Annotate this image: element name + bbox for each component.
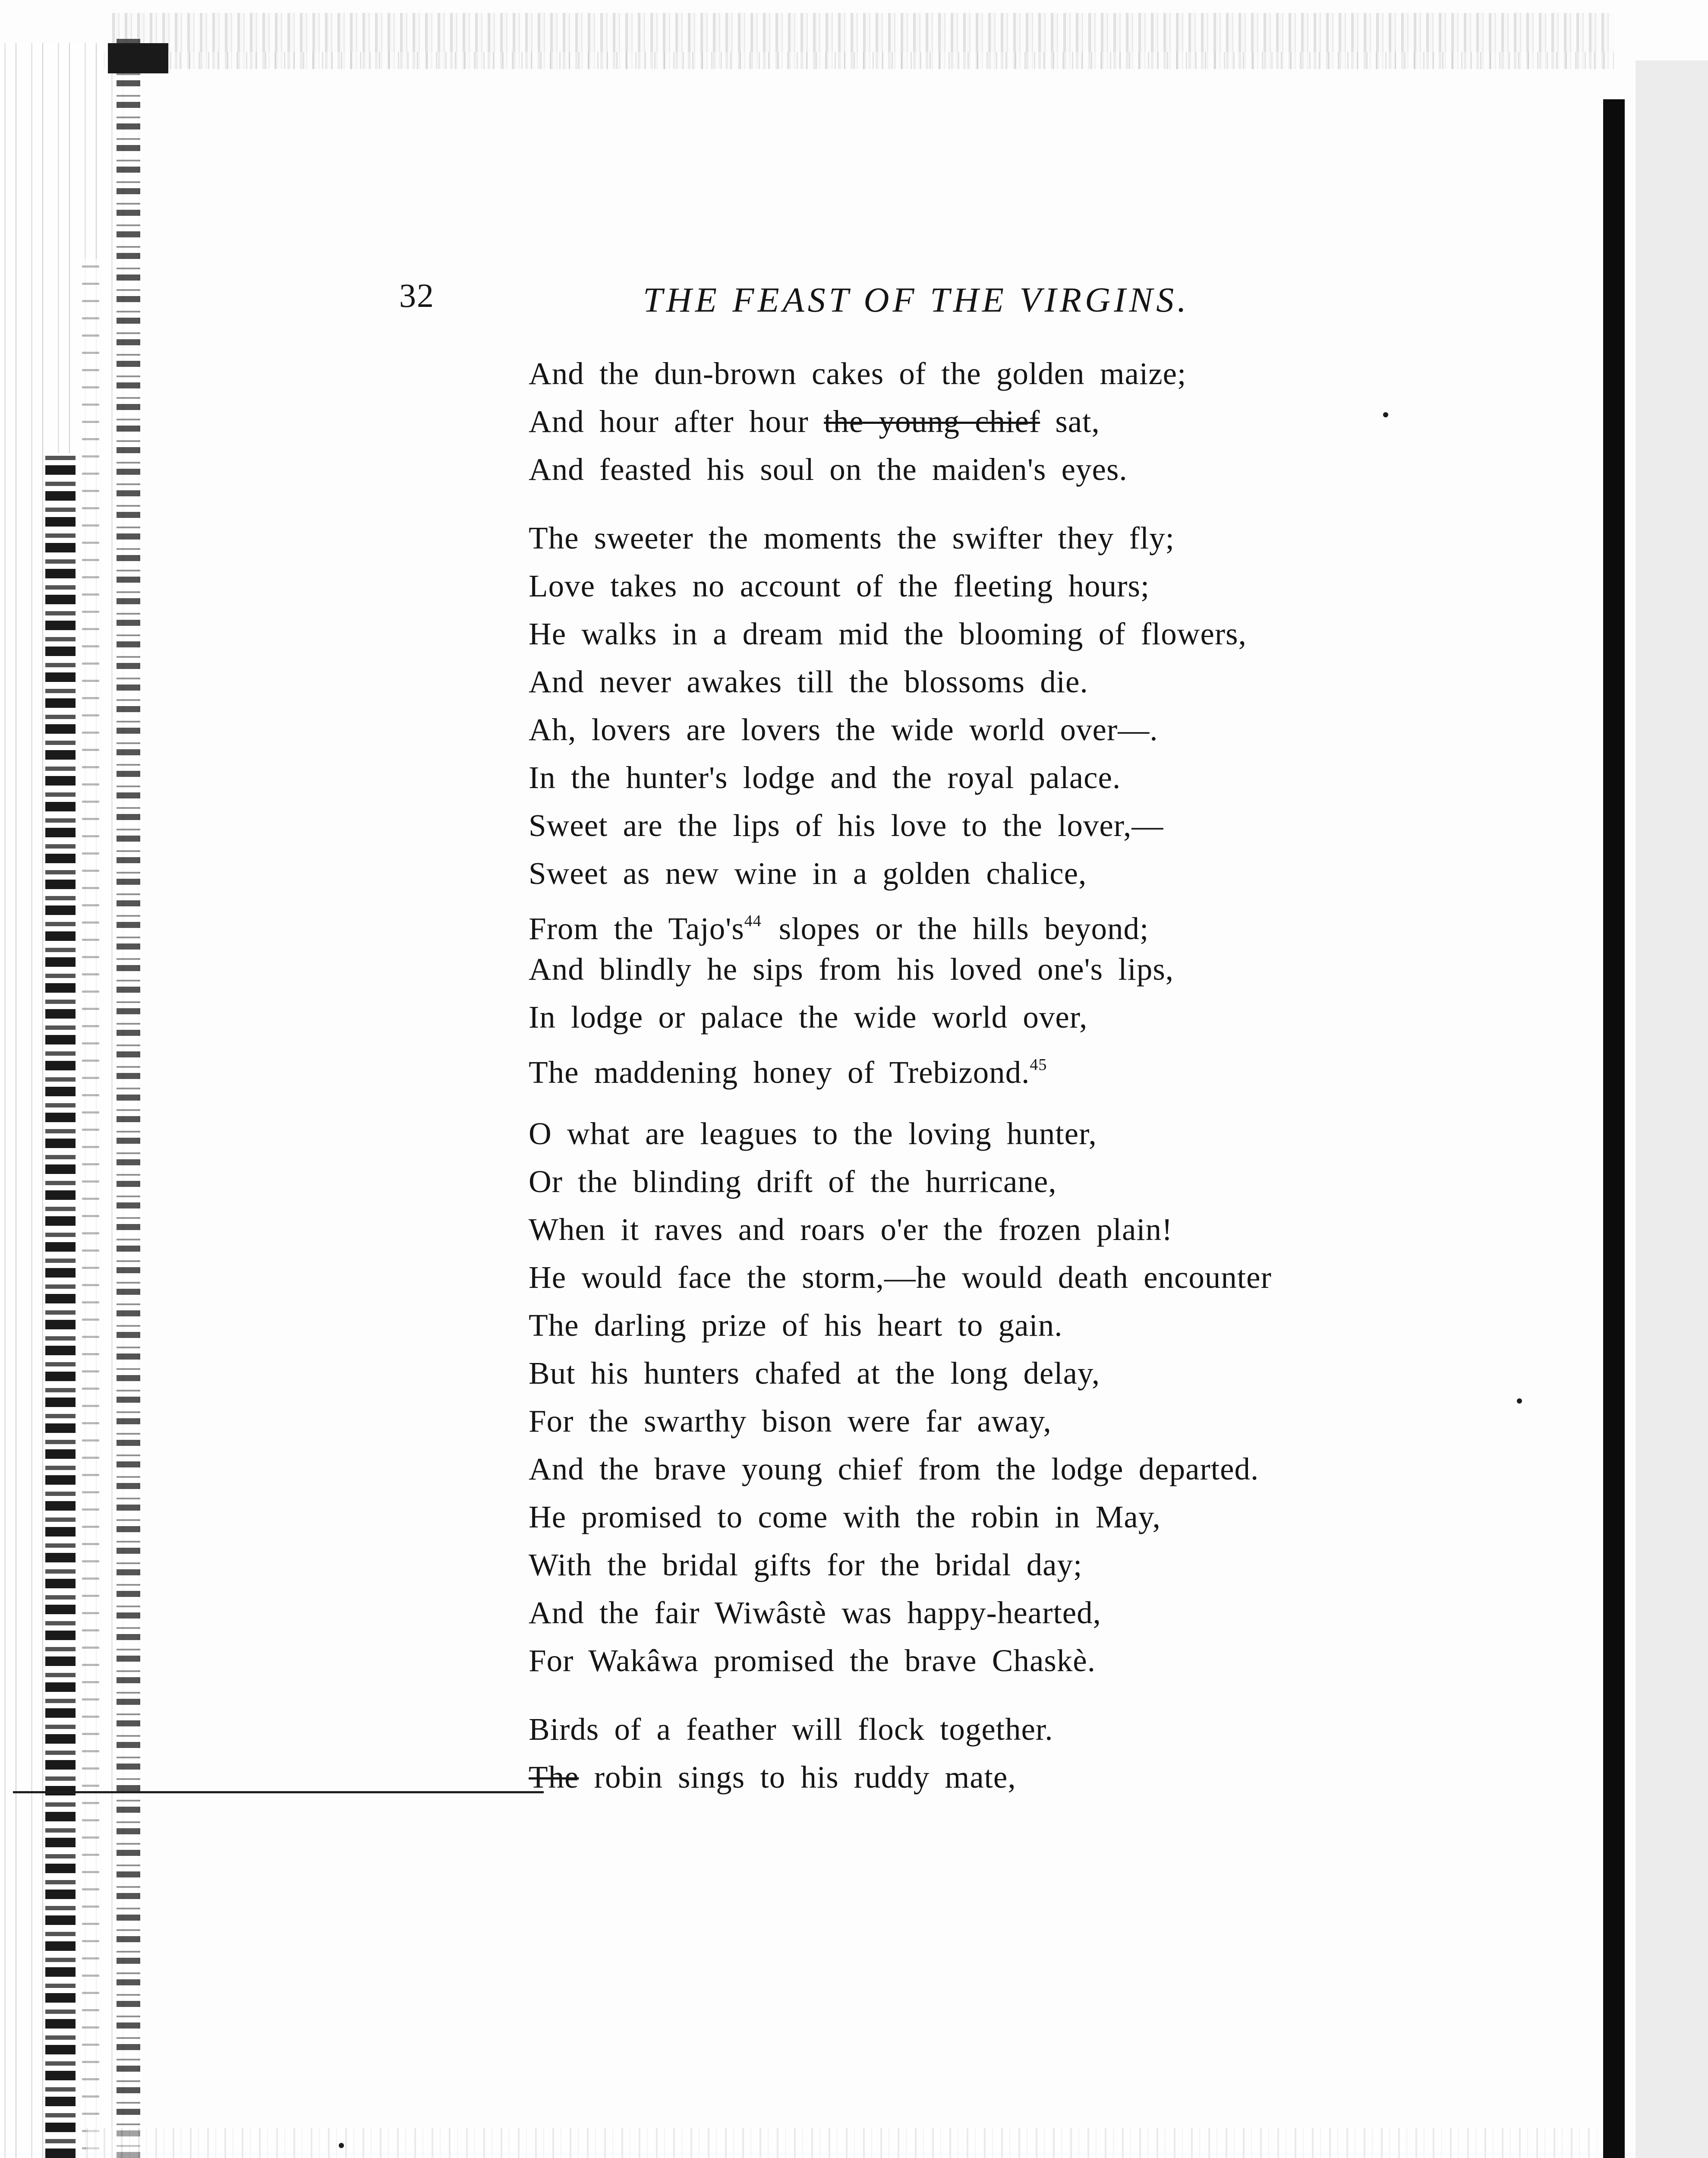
poem-line: And the dun-brown cakes of the golden maize;: [529, 356, 1187, 391]
scan-binding-streak: [82, 259, 99, 2158]
poem-line: He walks in a dream mid the blooming of flowers,: [529, 616, 1247, 651]
stanza: [529, 1110, 1586, 1685]
stanza: [529, 1705, 1586, 1801]
poem-line: For the swarthy bison were far away,: [529, 1404, 1052, 1439]
struck-text: the young chief: [824, 404, 1040, 439]
scan-edge-right: [1636, 60, 1708, 2158]
poem-line: He would face the storm,—he would death encounter: [529, 1260, 1272, 1295]
poem-line: And feasted his soul on the maiden's eyes.: [529, 452, 1128, 487]
poem-line: O what are leagues to the loving hunter,: [529, 1116, 1097, 1151]
scan-pen-stroke: [13, 1791, 544, 1793]
poem-line-with-footnote: [529, 1041, 1586, 1089]
line-text: robin sings to his ruddy mate,: [579, 1760, 1016, 1795]
footnote-marker: 44: [744, 912, 762, 930]
scan-corner-block: [108, 43, 168, 73]
poem-line-struck: [529, 1753, 1586, 1801]
struck-text: The: [529, 1760, 579, 1795]
poem-line: He promised to come with the robin in May,: [529, 1499, 1161, 1534]
stanza: [529, 514, 1586, 1089]
poem-line: And the brave young chief from the lodge departed.: [529, 1451, 1259, 1486]
line-text: slopes or the hills beyond;: [778, 911, 1149, 946]
running-title: THE FEAST OF THE VIRGINS.: [643, 280, 1190, 319]
line-text: sat,: [1040, 404, 1100, 439]
scan-edge-right-bar: [1603, 99, 1625, 2158]
scan-binding-bar-inner: [117, 39, 140, 2158]
line-text: And hour after hour: [529, 404, 824, 439]
stanza-gap: [529, 1089, 1586, 1110]
stanza-gap: [529, 493, 1586, 514]
stanza: [529, 350, 1586, 493]
poem-line: With the bridal gifts for the bridal day;: [529, 1547, 1083, 1582]
stanza-gap: [529, 1685, 1586, 1705]
poem-line: When it raves and roars o'er the frozen plain!: [529, 1212, 1173, 1247]
scan-binding-bar: [45, 453, 76, 2158]
poem-line-struck: [529, 398, 1586, 445]
poem-body: [529, 350, 1586, 1801]
speck: [339, 2143, 344, 2148]
poem-line: In the hunter's lodge and the royal palace.: [529, 760, 1121, 795]
page-number: 32: [399, 277, 435, 314]
line-text: From the Tajo's: [529, 911, 744, 946]
scan-noise-top-band: [104, 52, 1614, 69]
poem-line-with-footnote: [529, 897, 1586, 945]
poem-line: The sweeter the moments the swifter they fly;: [529, 521, 1175, 555]
poem-line: The darling prize of his heart to gain.: [529, 1308, 1063, 1343]
poem-line: And blindly he sips from his loved one's lips,: [529, 952, 1174, 987]
poem-line: Ah, lovers are lovers the wide world over—.: [529, 712, 1158, 747]
poem-line: Sweet are the lips of his love to the lover,—: [529, 808, 1164, 843]
poem-line: But his hunters chafed at the long delay,: [529, 1356, 1100, 1391]
poem-line: And the fair Wiwâstè was happy-hearted,: [529, 1595, 1101, 1630]
poem-line: Birds of a feather will flock together.: [529, 1712, 1053, 1747]
footnote-marker: 45: [1030, 1056, 1047, 1074]
poem-line: Sweet as new wine in a golden chalice,: [529, 856, 1087, 891]
poem-line: Or the blinding drift of the hurricane,: [529, 1164, 1057, 1199]
poem-line: In lodge or palace the wide world over,: [529, 1000, 1088, 1035]
poem-line: For Wakâwa promised the brave Chaskè.: [529, 1643, 1096, 1678]
poem-line: And never awakes till the blossoms die.: [529, 664, 1088, 699]
scan-noise-bottom: [86, 2128, 1597, 2158]
line-text: The maddening honey of Trebizond.: [529, 1055, 1030, 1090]
poem-line: Love takes no account of the fleeting hours;: [529, 568, 1150, 603]
